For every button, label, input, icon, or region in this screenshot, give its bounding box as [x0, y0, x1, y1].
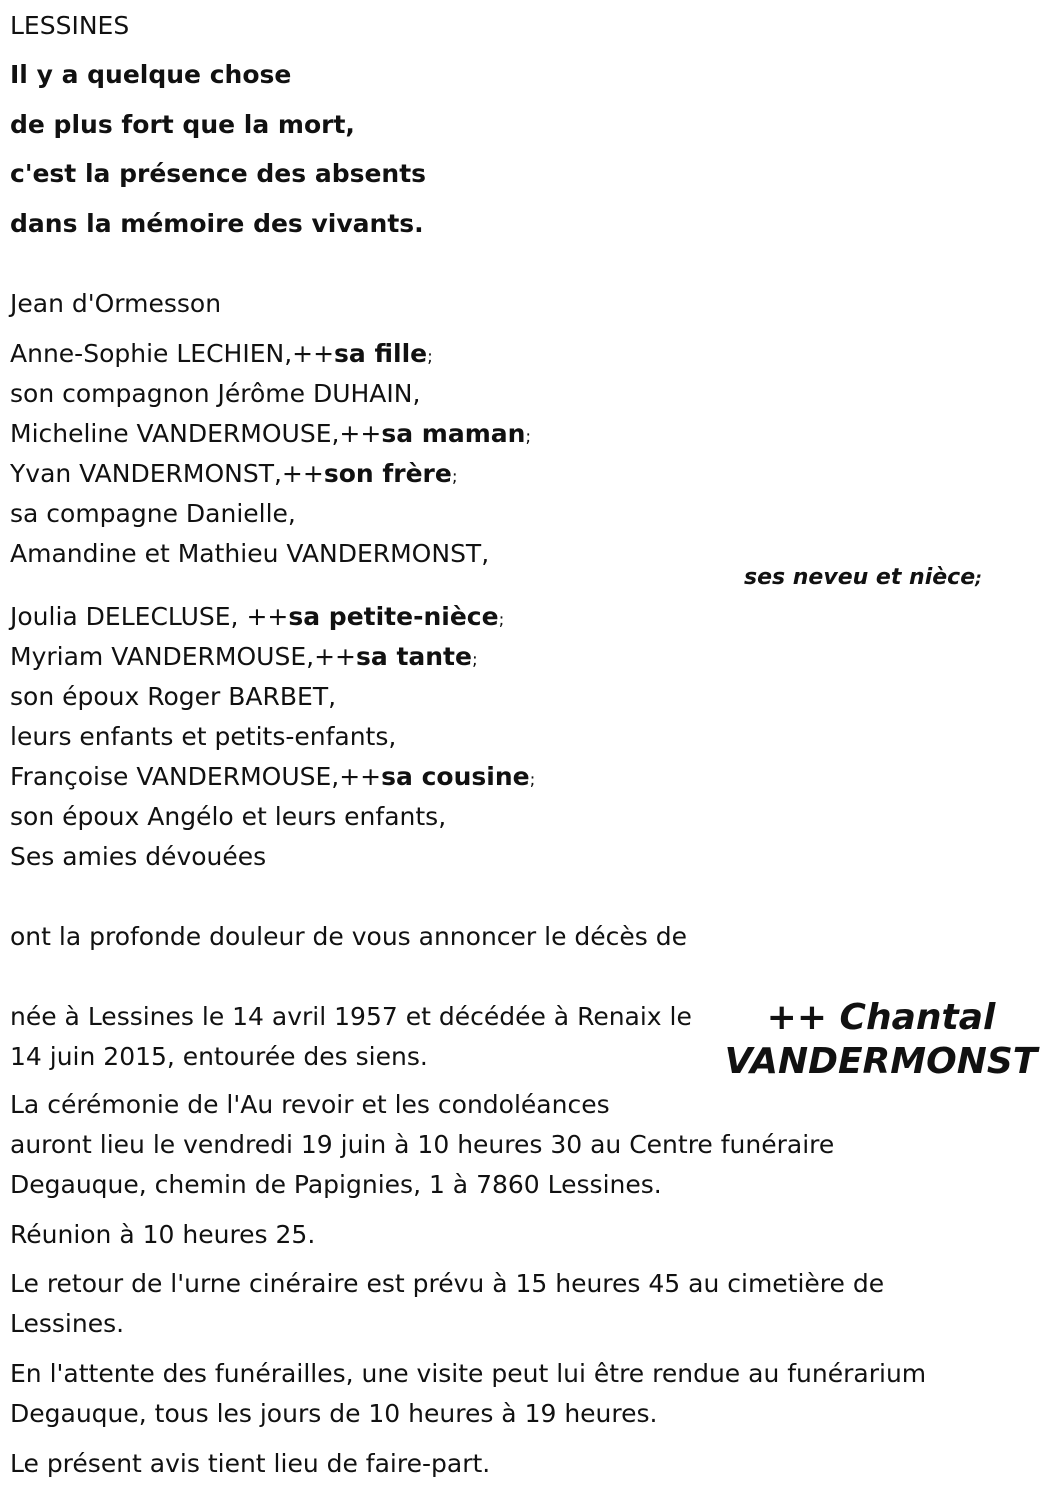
quote-line: Il y a quelque chose — [10, 60, 292, 89]
ceremony-line: auront lieu le vendredi 19 juin à 10 heures 30 au Centre funéraire — [10, 1130, 835, 1159]
family-member: Yvan VANDERMONST,++son frère; — [10, 459, 458, 488]
quote-line: c'est la présence des absents — [10, 159, 427, 188]
deceased-first-name: ++ Chantal — [766, 997, 996, 1038]
family-member: son époux Angélo et leurs enfants, — [10, 802, 447, 831]
family-member: leurs enfants et petits-enfants, — [10, 722, 397, 751]
family-member: Amandine et Mathieu VANDERMONST, — [10, 539, 490, 568]
aside-relation: ses neveu et nièce; — [744, 565, 982, 590]
quote-author: Jean d'Ormesson — [10, 289, 222, 318]
announcement: ont la profonde douleur de vous annoncer le décès de — [10, 922, 688, 951]
family-member: Joulia DELECLUSE, ++sa petite-nièce; — [10, 602, 505, 631]
reunion-text: Réunion à 10 heures 25. — [10, 1220, 316, 1249]
ceremony-line: La cérémonie de l'Au revoir et les condoléances — [10, 1090, 610, 1119]
family-member: sa compagne Danielle, — [10, 499, 296, 528]
family-member: Myriam VANDERMOUSE,++sa tante; — [10, 642, 478, 671]
visit-line: Degauque, tous les jours de 10 heures à 19 heures. — [10, 1399, 658, 1428]
quote-line: de plus fort que la mort, — [10, 110, 355, 139]
deceased-last-name: VANDERMONST — [724, 1041, 1038, 1082]
urn-line: Le retour de l'urne cinéraire est prévu à 15 heures 45 au cimetière de — [10, 1269, 885, 1298]
family-member: Françoise VANDERMOUSE,++sa cousine; — [10, 762, 536, 791]
family-member: son compagnon Jérôme DUHAIN, — [10, 379, 421, 408]
deceased-name — [721, 996, 1041, 1084]
family-member: son époux Roger BARBET, — [10, 682, 337, 711]
birth-line: 14 juin 2015, entourée des siens. — [10, 1042, 428, 1071]
visit-line: En l'attente des funérailles, une visite peut lui être rendue au funérarium — [10, 1359, 927, 1388]
location-heading: LESSINES — [10, 11, 130, 40]
closing-text: Le présent avis tient lieu de faire-part. — [10, 1449, 491, 1478]
family-member: Micheline VANDERMOUSE,++sa maman; — [10, 419, 532, 448]
family-member: Ses amies dévouées — [10, 842, 267, 871]
urn-line: Lessines. — [10, 1309, 125, 1338]
family-member: Anne-Sophie LECHIEN,++sa fille; — [10, 339, 433, 368]
birth-line: née à Lessines le 14 avril 1957 et décédée à Renaix le — [10, 1002, 692, 1031]
ceremony-line: Degauque, chemin de Papignies, 1 à 7860 Lessines. — [10, 1170, 662, 1199]
quote-line: dans la mémoire des vivants. — [10, 209, 424, 238]
